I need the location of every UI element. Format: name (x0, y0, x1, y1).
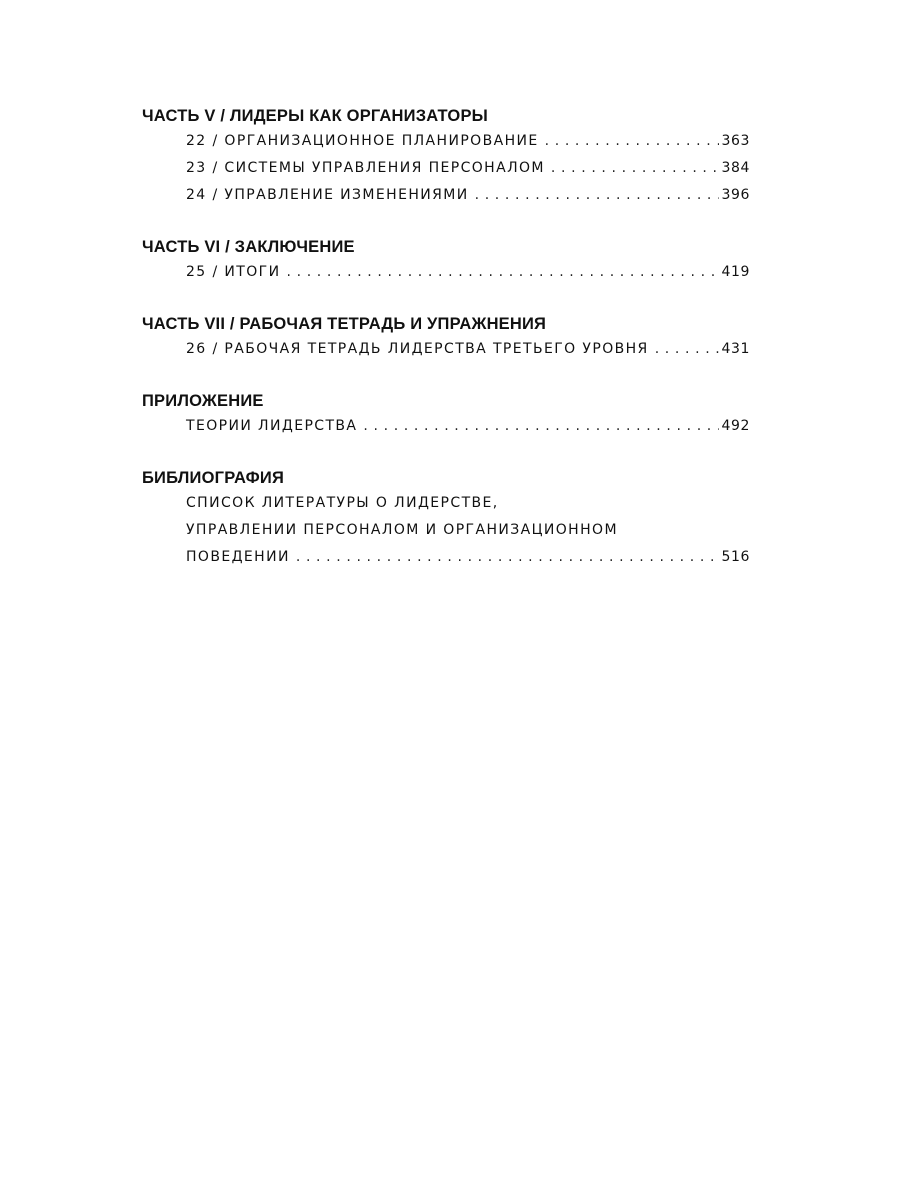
toc-bibliography (142, 466, 750, 571)
dot-leader (551, 155, 720, 182)
dot-leader (655, 336, 720, 363)
entry-title: 23 / СИСТЕМЫ УПРАВЛЕНИЯ ПЕРСОНАЛОМ (186, 160, 545, 176)
part-title: ЧАСТЬ V / ЛИДЕРЫ КАК ОРГАНИЗАТОРЫ (142, 107, 489, 125)
toc-entry[interactable] (186, 128, 750, 155)
toc-part-7 (142, 312, 750, 363)
part-title: ЧАСТЬ VI / ЗАКЛЮЧЕНИЕ (142, 238, 355, 256)
entry-title: 26 / РАБОЧАЯ ТЕТРАДЬ ЛИДЕРСТВА ТРЕТЬЕГО УРОВНЯ (186, 341, 649, 357)
page-number: 384 (721, 160, 750, 176)
toc-entry[interactable] (186, 336, 750, 363)
entry-title-line: УПРАВЛЕНИИ ПЕРСОНАЛОМ И ОРГАНИЗАЦИОННОМ (186, 522, 618, 538)
part-title: ЧАСТЬ VII / РАБОЧАЯ ТЕТРАДЬ И УПРАЖНЕНИЯ (142, 315, 547, 333)
dot-leader (363, 413, 719, 440)
entry-title: 24 / УПРАВЛЕНИЕ ИЗМЕНЕНИЯМИ (186, 187, 469, 203)
page-number: 516 (721, 549, 750, 565)
table-of-contents (142, 104, 750, 597)
dot-leader (475, 182, 720, 209)
page-number: 492 (721, 418, 750, 434)
entry-title: ПОВЕДЕНИИ (186, 549, 290, 565)
dot-leader (296, 544, 720, 571)
page-number: 363 (721, 133, 750, 149)
dot-leader (287, 259, 720, 286)
page-number: 431 (721, 341, 750, 357)
toc-appendix (142, 389, 750, 440)
entry-title: 22 / ОРГАНИЗАЦИОННОЕ ПЛАНИРОВАНИЕ (186, 133, 539, 149)
toc-entry[interactable] (186, 413, 750, 440)
toc-part-6 (142, 235, 750, 286)
part-title: ПРИЛОЖЕНИЕ (142, 392, 264, 410)
entry-title: 25 / ИТОГИ (186, 264, 281, 280)
toc-entry[interactable] (186, 259, 750, 286)
page-number: 396 (721, 187, 750, 203)
toc-part-5 (142, 104, 750, 209)
toc-entry[interactable] (186, 544, 750, 571)
page-number: 419 (721, 264, 750, 280)
entry-title: ТЕОРИИ ЛИДЕРСТВА (186, 418, 358, 434)
part-title: БИБЛИОГРАФИЯ (142, 469, 285, 487)
dot-leader (545, 128, 720, 155)
toc-entry[interactable] (186, 182, 750, 209)
entry-title-line: СПИСОК ЛИТЕРАТУРЫ О ЛИДЕРСТВЕ, (186, 495, 499, 511)
toc-entry[interactable] (186, 155, 750, 182)
